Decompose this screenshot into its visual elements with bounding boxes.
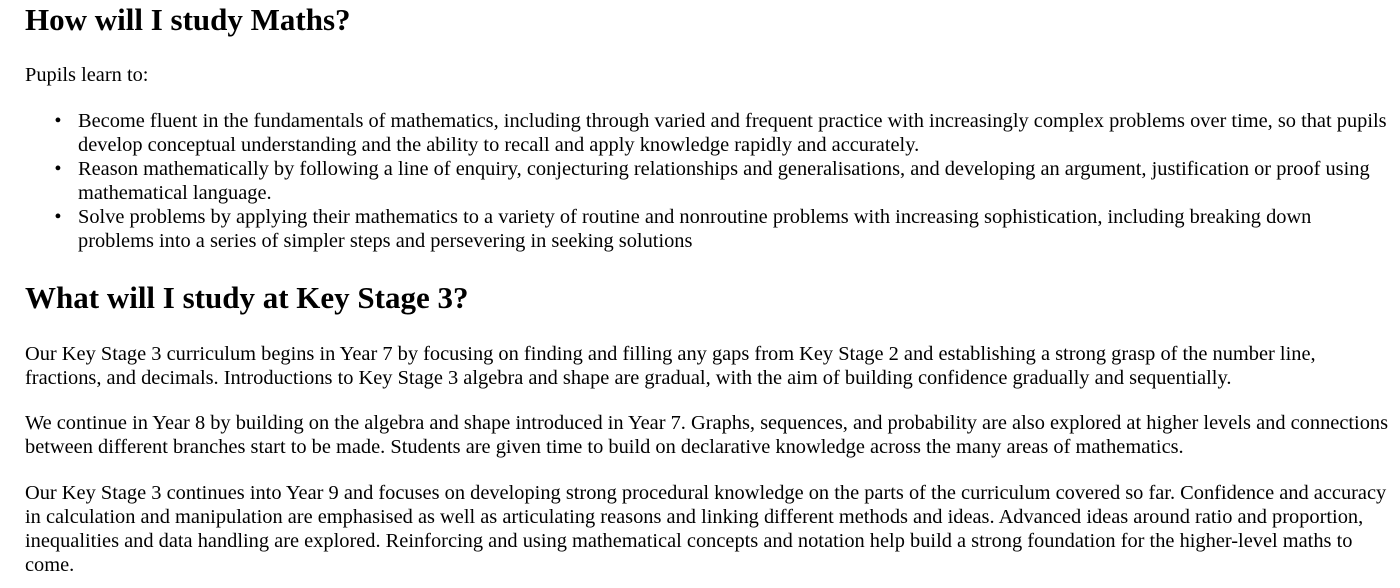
list-item xyxy=(54,157,1392,205)
list-item xyxy=(54,109,1392,157)
paragraph-year-7: Our Key Stage 3 curriculum begins in Year 7 by focusing on finding and filling any gaps from Key Stage 2 and establishing a strong grasp of the number line, fractions, and decimals. Introductions to Key Stage 3 algebra and shape are gradual, with the aim of building confidence gradually and sequentially. xyxy=(25,343,1316,389)
list-item-text: Solve problems by applying their mathematics to a variety of routine and nonroutine problems with increasing sophistication, including breaking down problems into a series of simpler steps and persevering in seeking solutions xyxy=(78,206,1312,252)
paragraph-year-9: Our Key Stage 3 continues into Year 9 and focuses on developing strong procedural knowledge on the parts of the curriculum covered so far. Confidence and accuracy in calculation and manipulation are emphasised as well as articulating reasons and linking different methods and ideas. Advanced ideas around ratio and proportion, inequalities and data handling are explored. Reinforcing and using mathematical concepts and notation help build a strong foundation for the higher-level maths to come. xyxy=(25,482,1387,576)
skills-list xyxy=(25,109,1392,253)
bullet-icon: • xyxy=(54,158,62,180)
heading-key-stage-3: What will I study at Key Stage 3? xyxy=(25,280,469,315)
bullet-icon: • xyxy=(54,110,62,132)
bullet-icon: • xyxy=(54,206,62,228)
list-item-text: Become fluent in the fundamentals of mathematics, including through varied and frequent practice with increasingly complex problems over time, so that pupils develop conceptual understanding and the ability to recall and apply knowledge rapidly and accurately. xyxy=(78,110,1387,156)
list-item xyxy=(54,205,1392,253)
list-item-text: Reason mathematically by following a line of enquiry, conjecturing relationships and generalisations, and developing an argument, justification or proof using mathematical language. xyxy=(78,158,1370,204)
intro-text: Pupils learn to: xyxy=(25,64,149,86)
heading-how-study-maths: How will I study Maths? xyxy=(25,2,351,37)
paragraph-year-8: We continue in Year 8 by building on the algebra and shape introduced in Year 7. Graphs, sequences, and probability are also explored at higher levels and connections between different branches start to be made. Students are given time to build on declarative knowledge across the many areas of mathematics. xyxy=(25,412,1389,458)
